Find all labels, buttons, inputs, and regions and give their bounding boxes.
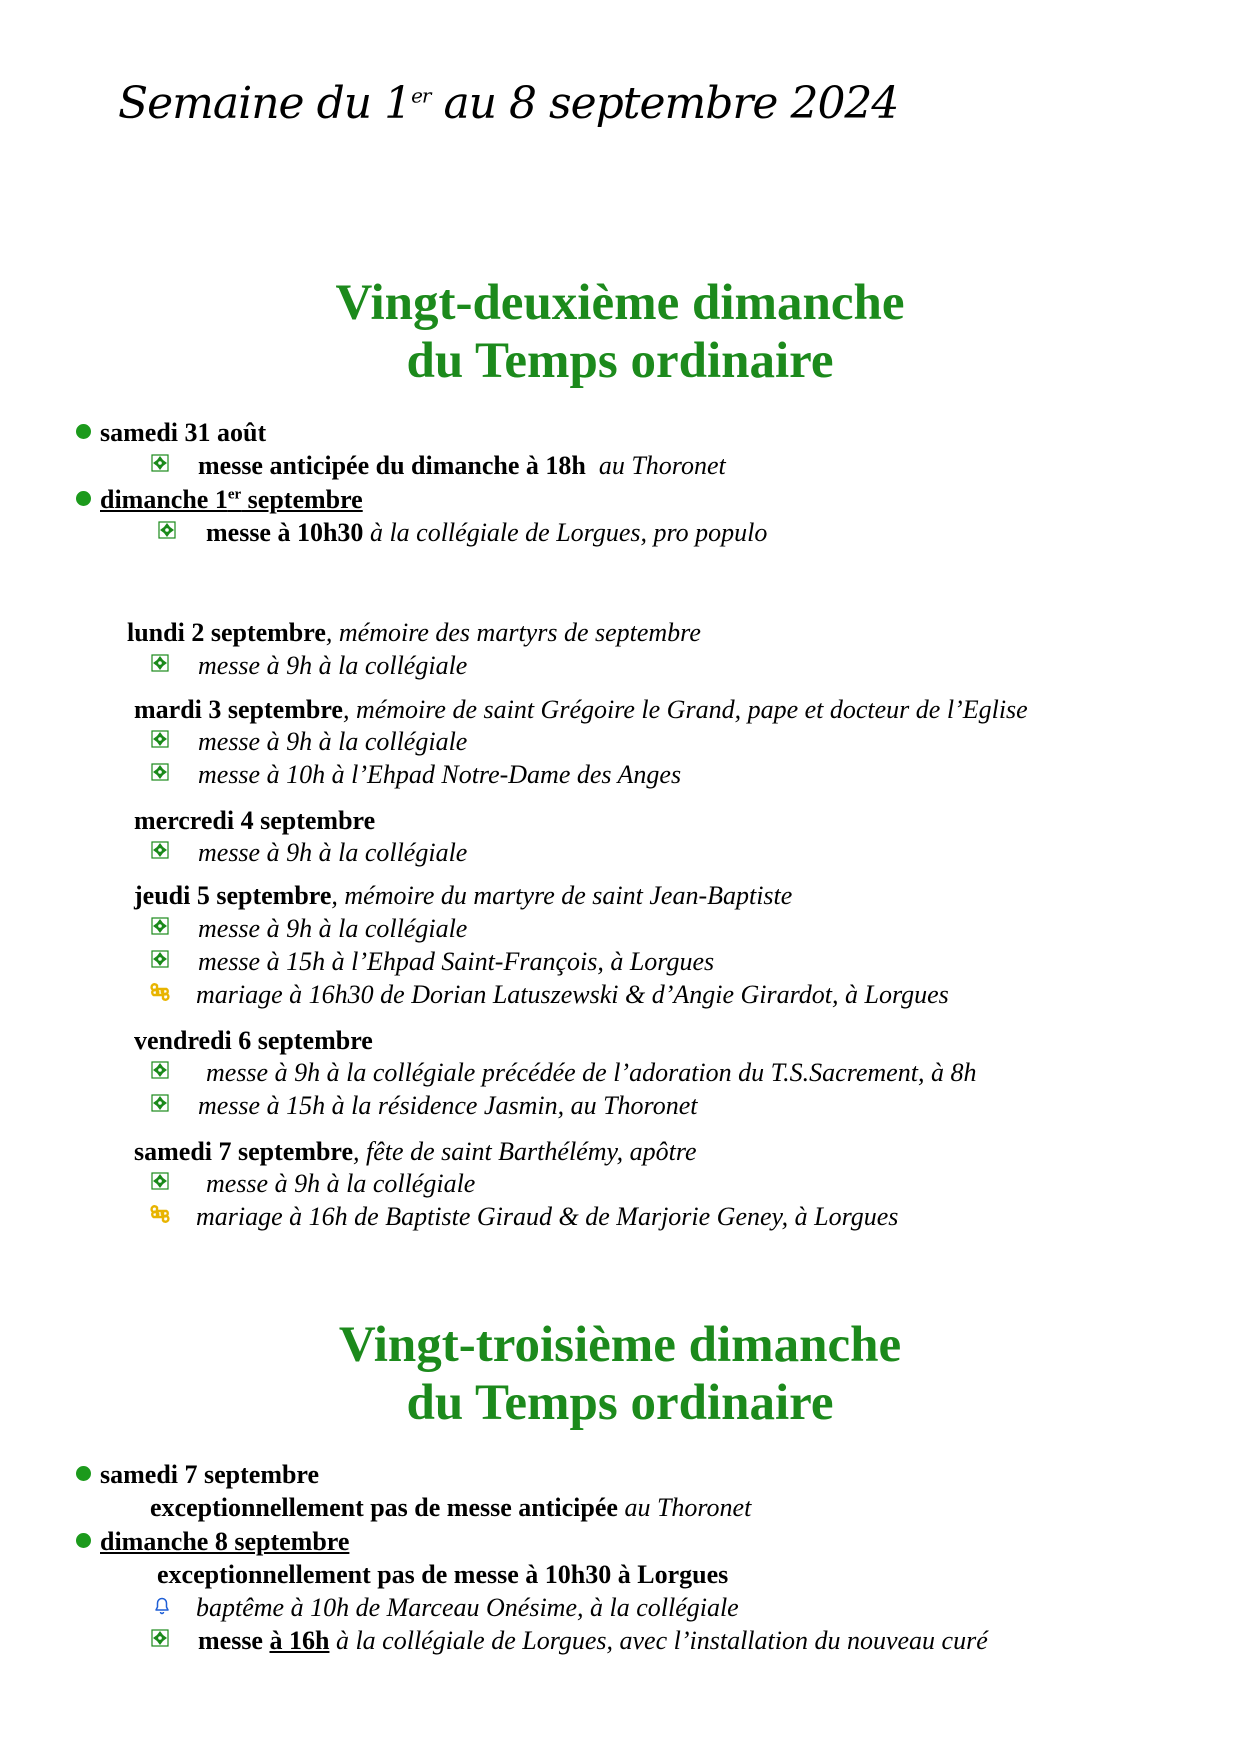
cross-patee-icon xyxy=(150,1628,170,1648)
cross-patee-icon xyxy=(150,1093,170,1113)
cross-patee-icon xyxy=(150,949,170,969)
cross-patee-icon xyxy=(150,729,170,749)
sunday23-sun-note: exceptionnellement pas de messe à 10h30 à Lorgues xyxy=(157,1560,729,1589)
cross-patee-icon xyxy=(150,453,170,473)
mardi-entry: messe à 10h à l’Ehpad Notre-Dame des Anges xyxy=(198,760,682,789)
lundi-entry: messe à 9h à la collégiale xyxy=(198,651,468,680)
green-dot-icon xyxy=(76,1466,91,1481)
green-dot-icon xyxy=(76,424,91,439)
vendredi-entry: messe à 15h à la résidence Jasmin, au Thoronet xyxy=(198,1091,698,1120)
mercredi-header: mercredi 4 septembre xyxy=(134,806,376,835)
samedi-entry: messe à 9h à la collégiale xyxy=(206,1169,476,1198)
cross-patee-icon xyxy=(150,653,170,673)
mardi-header: mardi 3 septembre, mémoire de saint Grégoire le Grand, pape et docteur de l’Eglise xyxy=(134,695,1028,724)
vendredi-header: vendredi 6 septembre xyxy=(134,1026,373,1055)
sunday22-heading-line2: du Temps ordinaire xyxy=(406,333,834,389)
green-dot-icon xyxy=(76,491,91,506)
sunday23-bapteme: baptême à 10h de Marceau Onésime, à la collégiale xyxy=(196,1593,739,1622)
cross-patee-icon xyxy=(150,1171,170,1191)
sunday22-sat-mass: messe anticipée du dimanche à 18h au Thoronet xyxy=(198,451,726,480)
cross-patee-icon xyxy=(157,520,177,540)
sunday23-heading-line1: Vingt-troisième dimanche xyxy=(338,1317,902,1373)
samedi-header: samedi 7 septembre, fête de saint Barthélémy, apôtre xyxy=(134,1137,697,1166)
mardi-entry: messe à 9h à la collégiale xyxy=(198,727,468,756)
sunday22-heading-line1: Vingt-deuxième dimanche xyxy=(335,275,905,331)
place-of-interest-icon xyxy=(150,982,170,1002)
sunday23-sat-note: exceptionnellement pas de messe anticipée au Thoronet xyxy=(150,1493,752,1522)
cross-patee-icon xyxy=(150,916,170,936)
samedi-entry: mariage à 16h de Baptiste Giraud & de Marjorie Geney, à Lorgues xyxy=(196,1202,899,1231)
mercredi-entry: messe à 9h à la collégiale xyxy=(198,838,468,867)
green-dot-icon xyxy=(76,1533,91,1548)
sunday22-heading xyxy=(0,274,1240,390)
jeudi-entry: messe à 15h à l’Ehpad Saint-François, à Lorgues xyxy=(198,947,715,976)
jeudi-header: jeudi 5 septembre, mémoire du martyre de saint Jean-Baptiste xyxy=(134,881,793,910)
cross-patee-icon xyxy=(150,1060,170,1080)
bell-icon xyxy=(152,1595,172,1615)
cross-patee-icon xyxy=(150,762,170,782)
sunday23-heading-line2: du Temps ordinaire xyxy=(406,1375,834,1431)
sunday23-sun-date: dimanche 8 septembre xyxy=(76,1526,349,1558)
place-of-interest-icon xyxy=(150,1204,170,1224)
sunday23-heading xyxy=(0,1316,1240,1432)
sunday22-sun-date: dimanche 1er septembre xyxy=(76,484,363,516)
sunday22-sun-mass: messe à 10h30 à la collégiale de Lorgues, pro populo xyxy=(206,518,768,547)
jeudi-entry: messe à 9h à la collégiale xyxy=(198,914,468,943)
sunday23-sat-date: samedi 7 septembre xyxy=(76,1459,319,1491)
sunday23-sun-mass: messe à 16h à la collégiale de Lorgues, avec l’installation du nouveau curé xyxy=(198,1626,988,1655)
vendredi-entry: messe à 9h à la collégiale précédée de l’adoration du T.S.Sacrement, à 8h xyxy=(206,1058,977,1087)
lundi-header: lundi 2 septembre, mémoire des martyrs de septembre xyxy=(127,618,701,647)
cross-patee-icon xyxy=(150,840,170,860)
week-title: Semaine du 1er au 8 septembre 2024 xyxy=(118,78,899,129)
jeudi-entry: mariage à 16h30 de Dorian Latuszewski & d’Angie Girardot, à Lorgues xyxy=(196,980,949,1009)
sunday22-sat-date: samedi 31 août xyxy=(76,417,266,449)
